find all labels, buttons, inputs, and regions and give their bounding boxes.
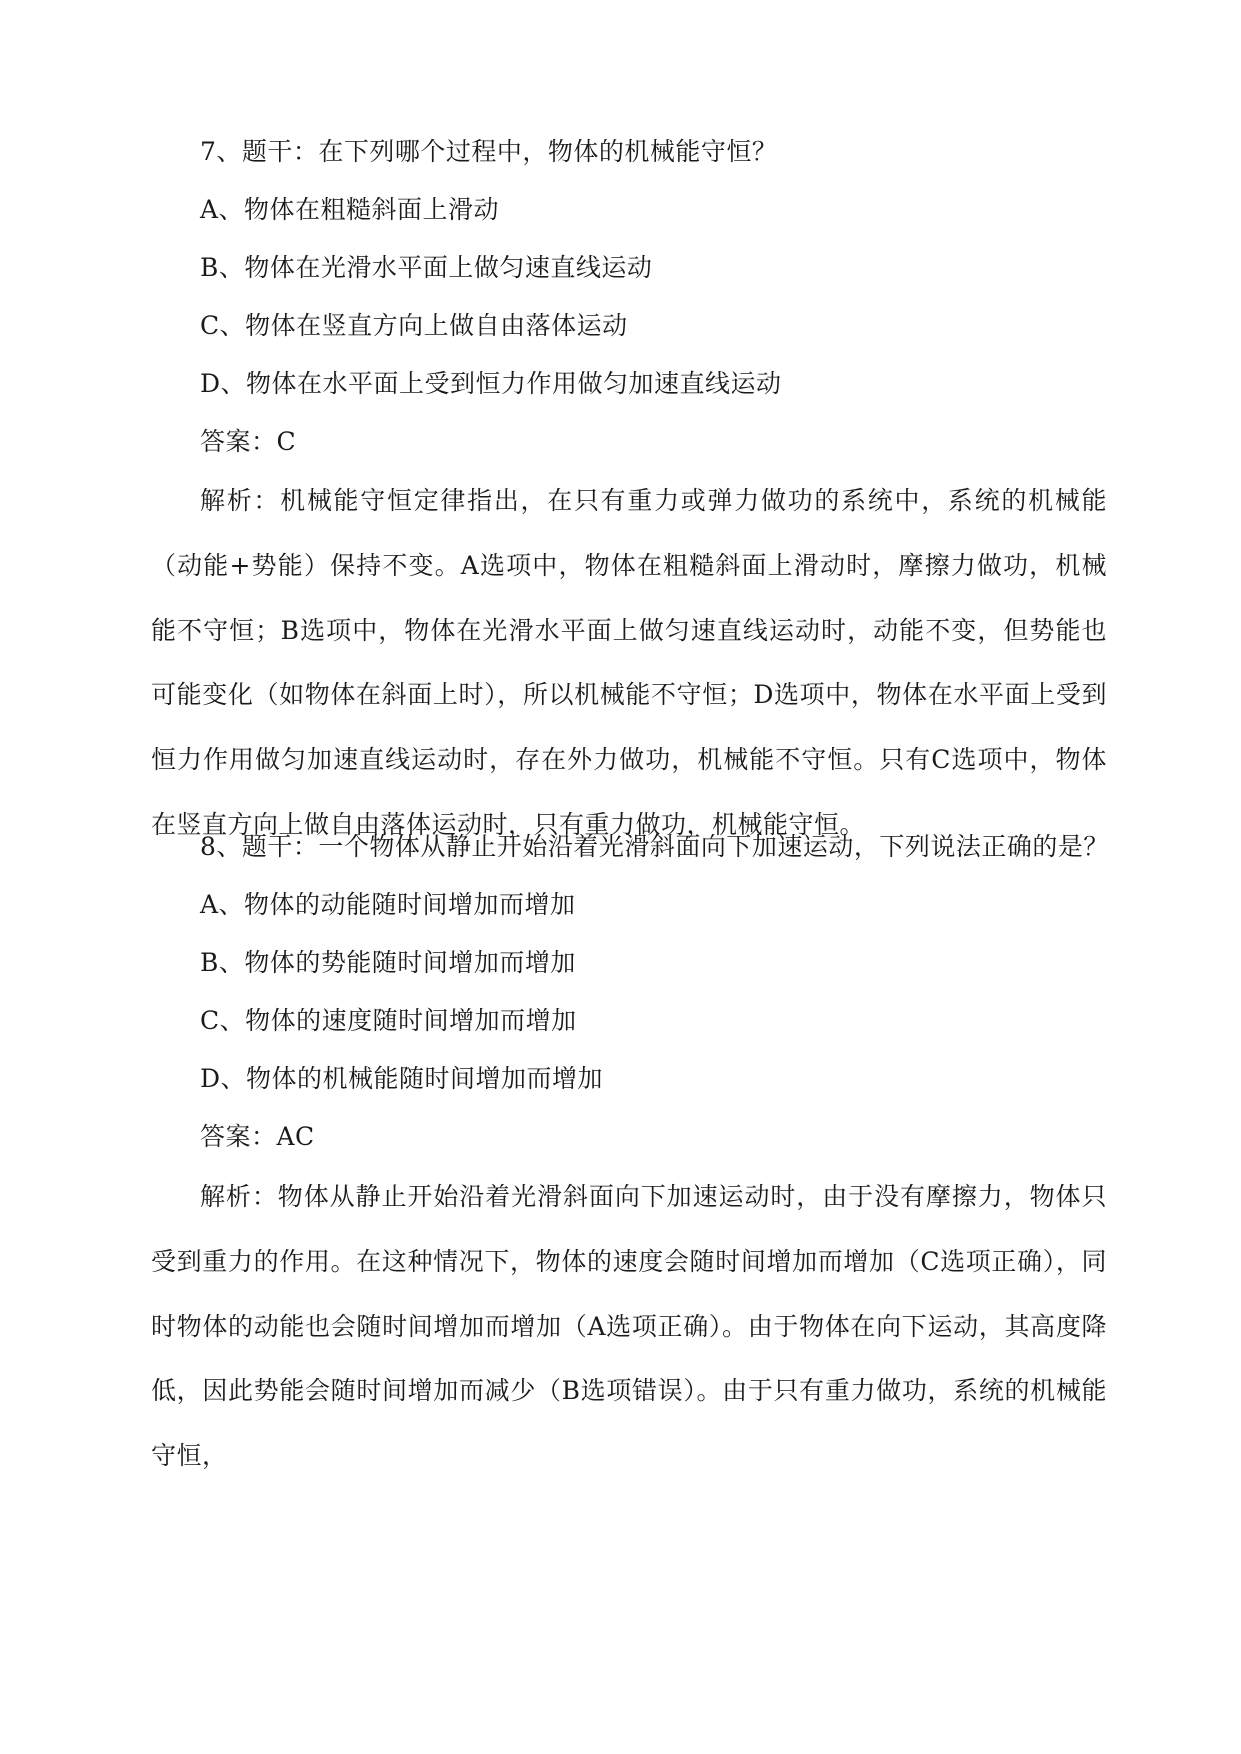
question-8-analysis: 解析：物体从静止开始沿着光滑斜面向下加速运动时，由于没有摩擦力，物体只受到重力的作用。在这种情况下，物体的速度会随时间增加而增加（C选项正确），同时物体的动能也会随时间增加而增加（A选项正确）。由于物体在向下运动，其高度降低，因此势能会随时间增加而减少（B选项错误）。由于只有重力做功，系统的机械能守恒， xyxy=(151,1182,1107,1471)
question-7-option-c: C、物体在竖直方向上做自由落体运动 xyxy=(200,311,628,340)
question-7-option-b: B、物体在光滑水平面上做匀速直线运动 xyxy=(200,253,653,282)
question-8-option-b: B、物体的势能随时间增加而增加 xyxy=(200,948,576,977)
question-7-answer: 答案：C xyxy=(200,427,297,456)
question-8-option-c: C、物体的速度随时间增加而增加 xyxy=(200,1006,577,1035)
question-7-option-d: D、物体在水平面上受到恒力作用做匀加速直线运动 xyxy=(200,369,782,398)
question-8-option-d: D、物体的机械能随时间增加而增加 xyxy=(200,1064,604,1093)
question-7-option-a: A、物体在粗糙斜面上滑动 xyxy=(200,195,500,224)
question-8-stem: 8、题干：一个物体从静止开始沿着光滑斜面向下加速运动，下列说法正确的是？ xyxy=(200,832,1109,861)
question-8-answer: 答案：AC xyxy=(200,1122,315,1151)
question-7-analysis: 解析：机械能守恒定律指出，在只有重力或弹力做功的系统中，系统的机械能（动能+势能）保持不变。A选项中，物体在粗糙斜面上滑动时，摩擦力做功，机械能不守恒；B选项中，物体在光滑水平面上做匀速直线运动时，动能不变，但势能也可能变化（如物体在斜面上时），所以机械能不守恒；D选项中，物体在水平面上受到恒力作用做匀加速直线运动时，存在外力做功，机械能不守恒。只有C选项中，物体在竖直方向上做自由落体运动时，只有重力做功，机械能守恒。 xyxy=(151,486,1107,839)
question-7-stem: 7、题干：在下列哪个过程中，物体的机械能守恒？ xyxy=(200,137,778,166)
question-8-option-a: A、物体的动能随时间增加而增加 xyxy=(200,890,576,919)
